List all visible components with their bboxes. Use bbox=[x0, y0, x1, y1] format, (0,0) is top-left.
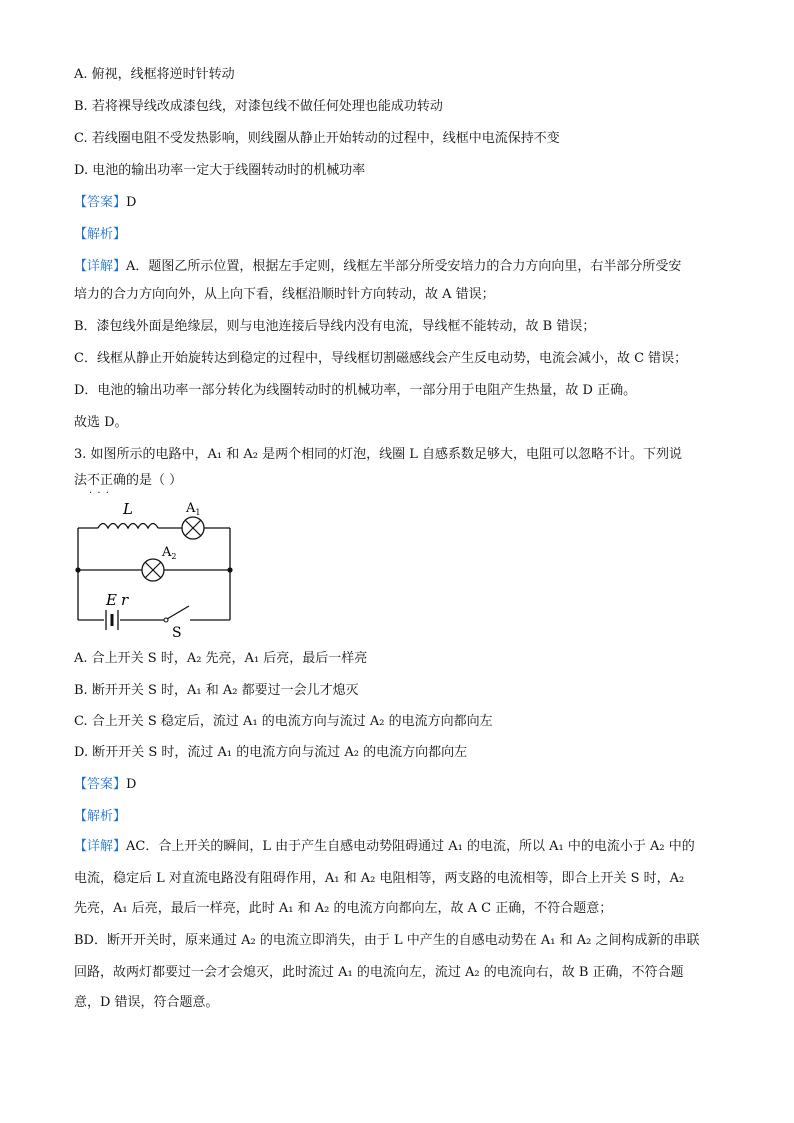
q3-detail-line-5: 回路，故两灯都要过一会才会熄灭，此时流过 A₁ 的电流向左，流过 A₂ 的电流向右，故 B 正确，不符合题 bbox=[74, 965, 684, 980]
answer-value: D bbox=[126, 777, 137, 792]
answer-tag: 【答案】 bbox=[74, 777, 127, 792]
internal-resistance-label: r bbox=[121, 591, 129, 609]
inductor-label: L bbox=[123, 500, 133, 518]
q2-answer bbox=[74, 194, 136, 212]
q2-analysis bbox=[74, 226, 126, 244]
detail-tag: 【详解】 bbox=[74, 839, 127, 854]
q2-option-d: D. 电池的输出功率一定大于线圈转动时的机械功率 bbox=[74, 163, 366, 178]
answer-tag: 【答案】 bbox=[74, 195, 127, 210]
switch-label: S bbox=[172, 625, 182, 641]
q3-option-b: B. 断开开关 S 时，A₁ 和 A₂ 都要过一会儿才熄灭 bbox=[74, 683, 359, 698]
q3-detail-line-6: 意，D 错误，符合题意。 bbox=[74, 995, 219, 1010]
battery-icon bbox=[106, 610, 118, 630]
q3-analysis bbox=[74, 808, 126, 826]
circuit-diagram bbox=[70, 496, 240, 644]
q3-stem-line-2: 法不正确 · · ·的是（ ） bbox=[74, 472, 182, 490]
q3-option-a: A. 合上开关 S 时，A₂ 先亮，A₁ 后亮，最后一样亮 bbox=[74, 651, 368, 666]
q2-detail-line-2: 培力的合力方向向外，从上向下看，线框沿顺时针方向转动，故 A 错误； bbox=[74, 287, 495, 302]
emphasis-text: 不正确 · · · bbox=[87, 473, 126, 488]
q3-detail-line-3: 先亮，A₁ 后亮，最后一样亮，此时 A₁ 和 A₂ 的电流方向都向左，故 A C 正确，不符合题意； bbox=[74, 901, 613, 916]
switch-icon bbox=[164, 606, 189, 622]
analysis-tag: 【解析】 bbox=[74, 809, 127, 824]
analysis-tag: 【解析】 bbox=[74, 227, 127, 242]
q2-option-a: A. 俯视，线框将逆时针转动 bbox=[74, 67, 235, 82]
emf-label: E bbox=[106, 591, 117, 609]
lamp-a1-icon bbox=[182, 517, 204, 539]
q3-option-d: D. 断开开关 S 时，流过 A₁ 的电流方向与流过 A₂ 的电流方向都向左 bbox=[74, 745, 468, 760]
lamp2-label: $A_2$ bbox=[162, 545, 177, 561]
q2-option-b: B. 若将裸导线改成漆包线，对漆包线不做任何处理也能成功转动 bbox=[74, 99, 443, 114]
q3-option-c: C. 合上开关 S 稳定后，流过 A₁ 的电流方向与流过 A₂ 的电流方向都向左 bbox=[74, 714, 493, 729]
q3-answer bbox=[74, 776, 136, 794]
answer-value: D bbox=[126, 195, 137, 210]
detail-tag: 【详解】 bbox=[74, 259, 127, 274]
lamp-a2-icon bbox=[142, 559, 164, 581]
q3-stem-line-1: 3. 如图所示的电路中，A₁ 和 A₂ 是两个相同的灯泡，线圈 L 自感系数足够大，电阻可以忽略不计。下列说 bbox=[74, 447, 683, 462]
q2-detail-line-5: D．电池的输出功率一部分转化为线圈转动时的机械功率，一部分用于电阻产生热量，故 D 正确。 bbox=[74, 383, 637, 398]
q3-detail-line-4: BD．断开开关时，原来通过 A₂ 的电流立即消失，由于 L 中产生的自感电动势在 A₁ 和 A₂ 之间构成新的串联 bbox=[74, 933, 700, 948]
q3-detail-line-1: 【详解】AC．合上开关的瞬间，L 由于产生自感电动势阻碍通过 A₁ 的电流，所以 A₁ 中的电流小于 A₂ 中的 bbox=[74, 839, 695, 854]
q3-detail-line-2: 电流，稳定后 L 对直流电路没有阻碍作用，A₁ 和 A₂ 电阻相等，两支路的电流相等，即合上开关 S 时，A₂ bbox=[74, 871, 685, 886]
q2-detail-line-6: 故选 D。 bbox=[74, 415, 128, 430]
q2-detail-line-3: B．漆包线外面是绝缘层，则与电池连接后导线内没有电流，导线框不能转动，故 B 错误； bbox=[74, 319, 596, 334]
q2-detail-line-4: C．线框从静止开始旋转达到稳定的过程中，导线框切割磁感线会产生反电动势，电流会减小，故 C 错误； bbox=[74, 351, 688, 366]
q2-detail-line-1: 【详解】A．题图乙所示位置，根据左手定则，线框左半部分所受安培力的合力方向向里，右半部分所受安 bbox=[74, 259, 682, 274]
q2-option-c: C. 若线圈电阻不受发热影响，则线圈从静止开始转动的过程中，线框中电流保持不变 bbox=[74, 131, 560, 146]
lamp1-label: $A_1$ bbox=[186, 501, 201, 517]
inductor-coil bbox=[98, 524, 158, 529]
